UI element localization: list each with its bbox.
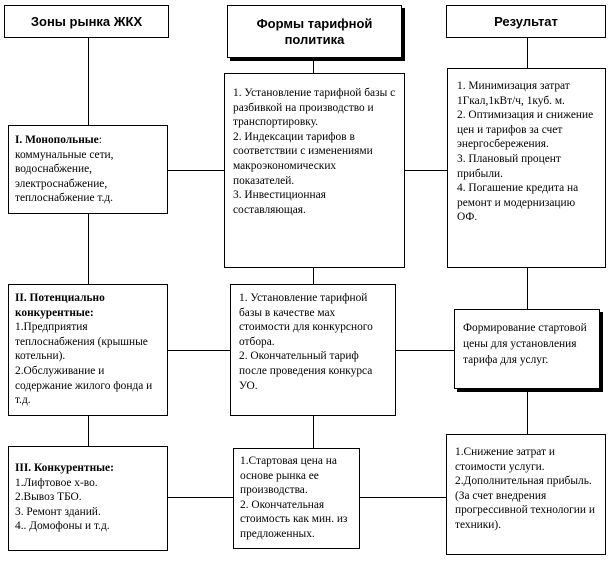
- result-monopoly-item: 1. Минимизация затрат 1Гкал,1кВт/ч, 1куб. м.: [457, 80, 570, 107]
- result-competitive-box: [446, 434, 606, 555]
- result-monopoly-item: 3. Плановый процент прибыли.: [457, 152, 561, 180]
- zone-potential-item: 2.Обслуживание и содержание жилого фонда и т.д.: [15, 364, 153, 407]
- zone-potential-item: 1.Предприятия теплоснабжения (крышные котельни).: [15, 321, 148, 363]
- policy-competitive-box: [233, 448, 360, 549]
- policy-monopoly-item: 2. Индексации тарифов в соответствии с изменениями макроэкономических показателей.: [233, 130, 373, 187]
- zone-monopoly-box: [8, 125, 168, 214]
- result-competitive-item: 2.Дополнительная прибыль. (За счет внедрения прогрессивной технологии и техники).: [455, 475, 595, 531]
- zone-potential-box: [8, 284, 168, 416]
- zone-competitive-item: 2.Вывоз ТБО.: [15, 491, 82, 504]
- connector-mid-1: [313, 58, 314, 73]
- zone-monopoly-title: I. Монопольные: [15, 134, 99, 146]
- zone-competitive-box: [8, 446, 168, 551]
- connector-right-3: [527, 389, 528, 434]
- zone-potential-title: II. Потенциально конкурентные:: [15, 292, 105, 319]
- connector-mid-3: [313, 416, 314, 448]
- policy-potential-item: 2. Окончательный тариф после проведения конкурса УО.: [239, 350, 373, 392]
- policy-potential-item: 1. Установление тарифной базы в качестве мах стоимости для конкурсного отбора.: [239, 292, 373, 348]
- connector-right-1: [527, 38, 528, 68]
- connector-h-row3-right: [360, 497, 446, 498]
- policy-monopoly-item: 3. Инвестиционная составляющая.: [233, 189, 326, 216]
- result-monopoly-item: 4. Погашение кредита на ремонт и модернизацию ОФ.: [457, 182, 579, 224]
- connector-h-row2-right: [396, 350, 454, 351]
- result-competitive-item: 1.Снижение затрат и стоимости услуги.: [455, 446, 555, 473]
- connector-right-2: [527, 268, 528, 309]
- connector-h-row3-left: [168, 497, 233, 498]
- zone-competitive-title: III. Конкурентные:: [15, 462, 114, 474]
- header-zones: [4, 5, 169, 38]
- connector-left-3: [88, 416, 89, 446]
- header-zones-label: Зоны рынка ЖКХ: [30, 13, 143, 29]
- connector-left-2: [88, 214, 89, 284]
- header-result: [446, 5, 606, 38]
- header-forms-label: Формы тарифной политика: [256, 15, 373, 47]
- policy-competitive-item: 2. Окончательная стоимость как мин. из предложенных.: [240, 498, 348, 540]
- result-potential-box: [454, 309, 600, 389]
- result-potential-text: Формирование стартовой цены для установления тарифа для услуг.: [463, 322, 587, 366]
- policy-potential-box: [230, 284, 396, 416]
- zone-competitive-item: 4.. Домофоны и т.д.: [15, 520, 110, 533]
- zone-monopoly-text: : коммунальные сети, водоснабжение, электроснабжение, теплоснабжение т.д.: [15, 134, 114, 205]
- zone-competitive-item: 1.Лифтовое х-во.: [15, 476, 98, 489]
- policy-competitive-item: 1.Стартовая цена на основе рынка ее производства.: [240, 455, 337, 497]
- connector-mid-2: [313, 268, 314, 284]
- header-result-label: Результат: [494, 13, 558, 29]
- result-monopoly-item: 2. Оптимизация и снижение цен и тарифов за счет энергосбережения.: [457, 109, 594, 151]
- result-monopoly-box: [447, 68, 606, 268]
- policy-monopoly-box: [224, 73, 405, 268]
- connector-h-row2-left: [168, 350, 230, 351]
- policy-monopoly-item: 1. Установление тарифной базы с разбивкой на производство и транспортировку.: [233, 87, 396, 129]
- zone-competitive-item: 3. Ремонт зданий.: [15, 505, 101, 518]
- header-forms: [227, 5, 402, 58]
- connector-h-row1-right: [405, 170, 447, 171]
- connector-left-1: [88, 38, 89, 125]
- connector-h-row1-left: [168, 170, 224, 171]
